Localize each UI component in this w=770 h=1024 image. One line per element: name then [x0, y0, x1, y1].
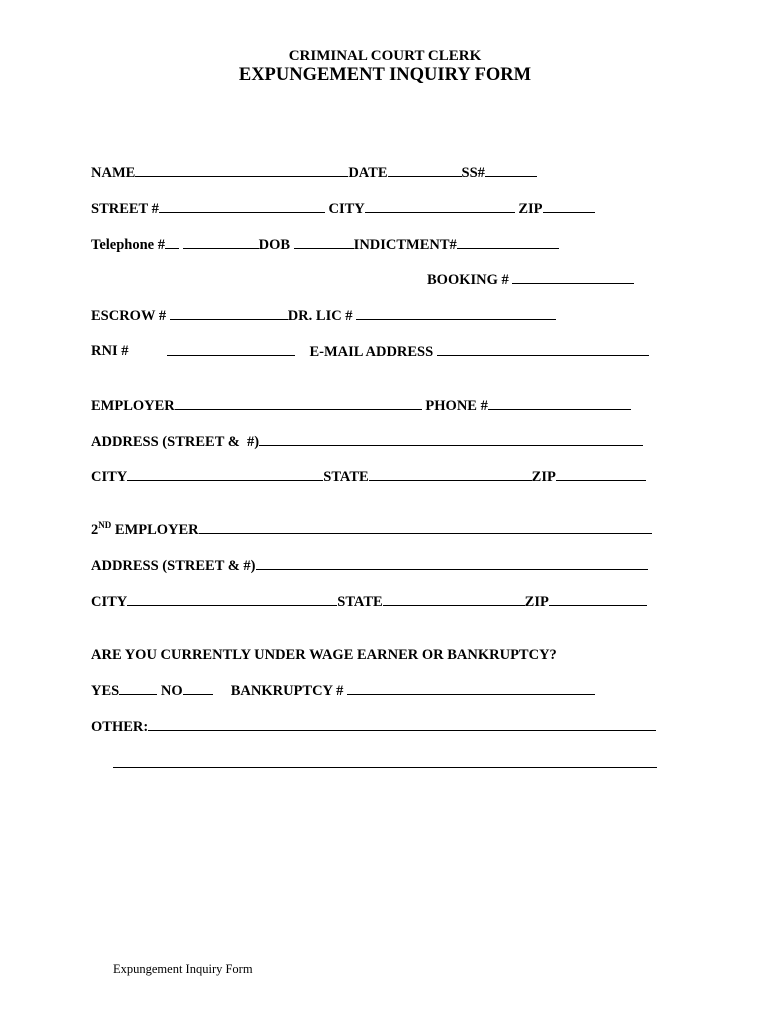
second-employer-field[interactable] — [199, 520, 652, 534]
indictment-label: INDICTMENT# — [353, 237, 457, 253]
phone-label: PHONE # — [425, 398, 488, 414]
name-field[interactable] — [135, 163, 348, 177]
yes-field[interactable] — [119, 681, 157, 695]
employer-field[interactable] — [175, 396, 422, 410]
footer-text: Expungement Inquiry Form — [113, 962, 253, 976]
ss-label: SS# — [461, 165, 485, 181]
emp2-state-label: STATE — [337, 594, 383, 610]
row-street — [91, 199, 595, 218]
address2-field[interactable] — [256, 556, 648, 570]
zip-field[interactable] — [543, 199, 595, 213]
phone-field[interactable] — [488, 396, 631, 410]
emp2-zip-label: ZIP — [524, 594, 549, 610]
escrow-field[interactable] — [170, 306, 288, 320]
yes-label: YES — [91, 683, 120, 699]
row-rni — [91, 342, 128, 360]
row-escrow — [91, 306, 556, 325]
dob-label: DOB — [258, 237, 291, 253]
emp-city-label: CITY — [91, 469, 128, 485]
employer-label: EMPLOYER — [91, 398, 175, 414]
address-field[interactable] — [259, 432, 643, 446]
dr-lic-label: DR. LIC # — [287, 308, 353, 324]
row-employer — [91, 396, 631, 415]
name-label: NAME — [91, 165, 136, 181]
emp-state-field[interactable] — [369, 467, 532, 481]
row-yes-no — [91, 681, 595, 700]
bankruptcy-label: BANKRUPTCY # — [230, 683, 344, 699]
street-label: STREET # — [91, 201, 159, 217]
dob-field[interactable] — [294, 235, 354, 249]
form-title: EXPUNGEMENT INQUIRY FORM — [238, 65, 532, 85]
emp-zip-label: ZIP — [531, 469, 556, 485]
emp2-city-label: CITY — [91, 594, 128, 610]
rni-field[interactable] — [167, 342, 295, 356]
booking-label: BOOKING # — [427, 272, 509, 288]
rni-label: RNI # — [91, 343, 129, 359]
row-emp-city — [91, 467, 646, 486]
second-ordinal: 2 — [91, 522, 99, 538]
row-telephone — [91, 235, 559, 254]
other-field[interactable] — [148, 717, 656, 731]
row-second-employer — [91, 520, 652, 539]
org-heading: CRIMINAL COURT CLERK — [288, 48, 482, 64]
street-field[interactable] — [159, 199, 325, 213]
emp2-state-field[interactable] — [383, 592, 525, 606]
row-address2 — [91, 556, 648, 575]
second-ordinal-suffix: ND — [98, 520, 112, 530]
row-name — [91, 163, 537, 182]
date-field[interactable] — [388, 163, 462, 177]
row-rni-email — [167, 342, 649, 361]
row-booking — [427, 270, 634, 289]
bankruptcy-question: ARE YOU CURRENTLY UNDER WAGE EARNER OR BANKRUPTCY? — [91, 647, 557, 663]
indictment-field[interactable] — [457, 235, 559, 249]
telephone-field[interactable] — [183, 235, 259, 249]
date-label: DATE — [348, 165, 388, 181]
other-continuation-field[interactable] — [113, 754, 657, 768]
second-employer-label: EMPLOYER — [114, 522, 199, 538]
booking-field[interactable] — [512, 270, 634, 284]
zip-label: ZIP — [518, 201, 543, 217]
email-field[interactable] — [437, 342, 649, 356]
city-field[interactable] — [365, 199, 515, 213]
row-other — [91, 717, 656, 736]
address2-label: ADDRESS (STREET & #) — [91, 558, 256, 574]
city-label: CITY — [328, 201, 365, 217]
emp-zip-field[interactable] — [556, 467, 646, 481]
email-label: E-MAIL ADDRESS — [309, 344, 434, 360]
other-label: OTHER: — [91, 719, 149, 735]
address-label: ADDRESS (STREET & #) — [91, 434, 260, 450]
no-field[interactable] — [183, 681, 213, 695]
no-label: NO — [160, 683, 183, 699]
row-emp2-city — [91, 592, 647, 611]
ss-field[interactable] — [485, 163, 537, 177]
dr-lic-field[interactable] — [356, 306, 556, 320]
emp-city-field[interactable] — [127, 467, 323, 481]
area-code-field[interactable] — [165, 235, 179, 249]
emp-state-label: STATE — [323, 469, 369, 485]
escrow-label: ESCROW # — [91, 308, 167, 324]
row-address — [91, 432, 643, 451]
bankruptcy-field[interactable] — [347, 681, 595, 695]
telephone-label: Telephone # — [91, 237, 165, 253]
emp2-city-field[interactable] — [127, 592, 337, 606]
emp2-zip-field[interactable] — [549, 592, 647, 606]
